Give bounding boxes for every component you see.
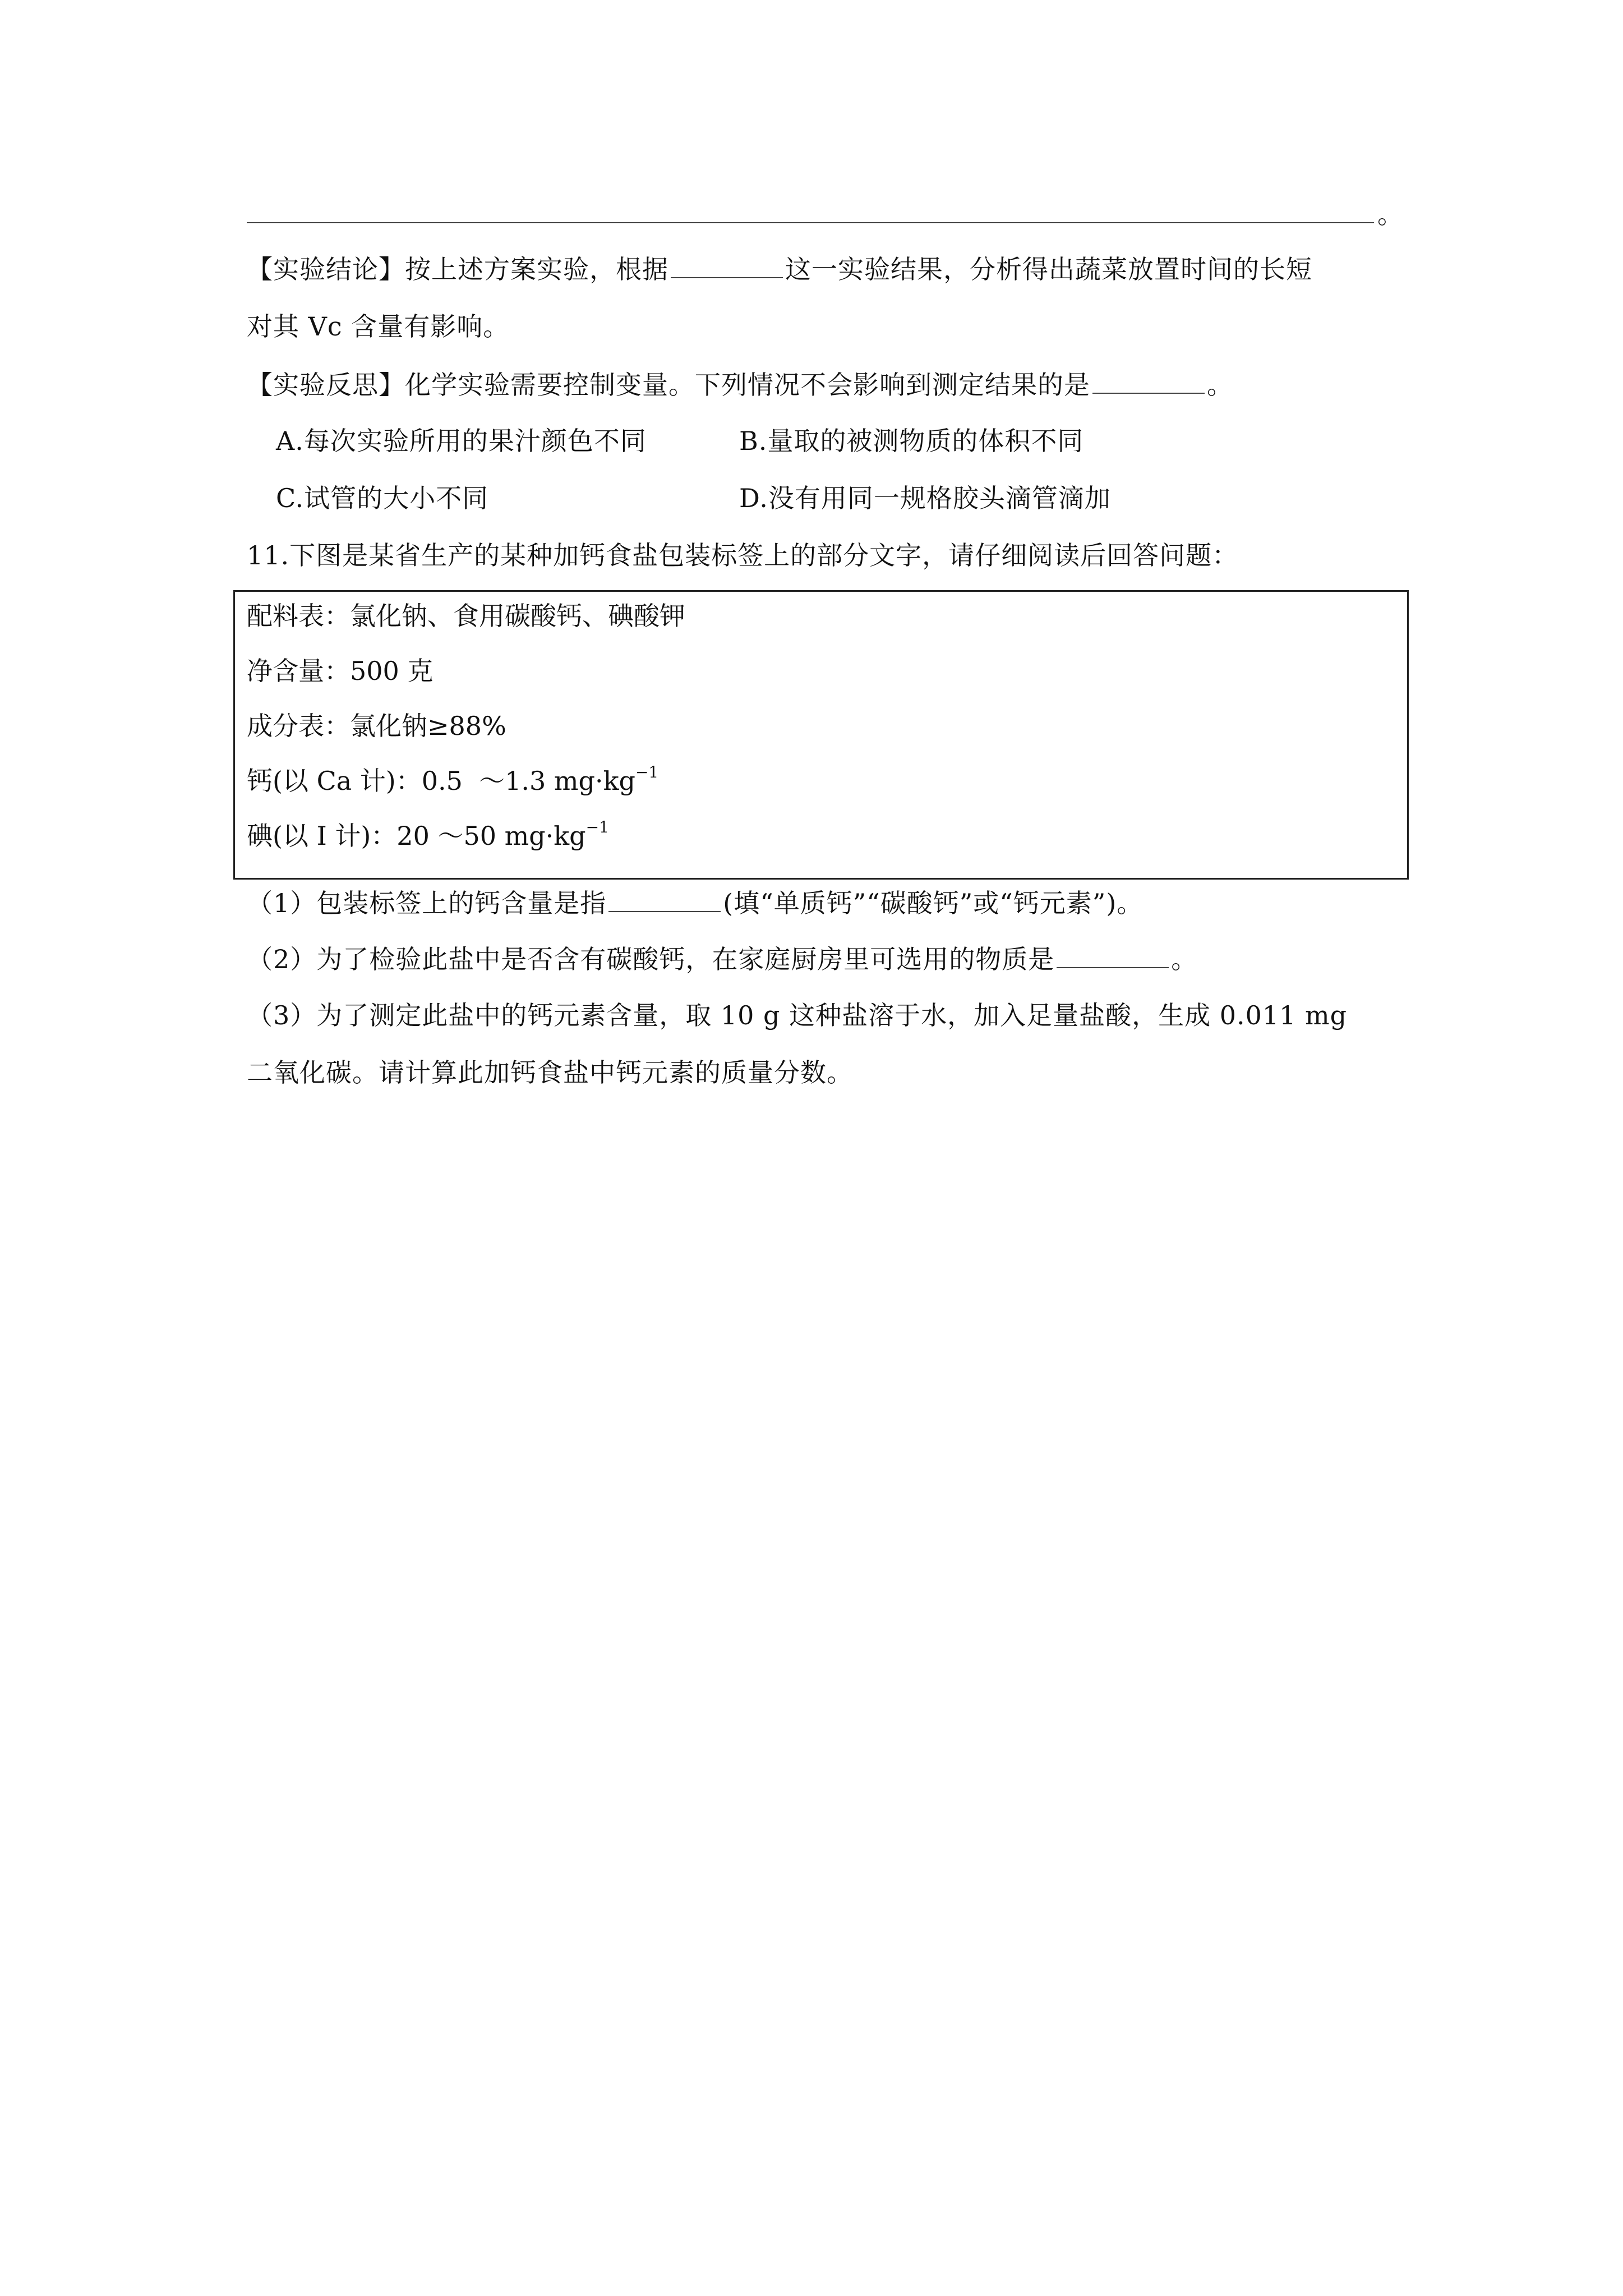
sub-question-3-line-2: 二氧化碳。请计算此加钙食盐中钙元素的质量分数。 (247, 1057, 853, 1088)
sub-question-1-blank[interactable] (608, 885, 721, 912)
label-calcium (247, 764, 658, 798)
sub-question-3-line-1: （3）为了测定此盐中的钙元素含量，取 10 g 这种盐溶于水，加入足量盐酸，生成 0.011 mg (247, 1000, 1348, 1030)
conclusion-line-2: 对其 Vc 含量有影响。 (247, 311, 510, 342)
conclusion-text-after: 这一实验结果，分析得出蔬菜放置时间的长短 (785, 254, 1312, 284)
label-calcium-exponent: −1 (635, 763, 659, 781)
sub-question-2-before: （2）为了检验此盐中是否含有碳酸钙，在家庭厨房里可选用的物质是 (247, 944, 1055, 974)
conclusion-blank[interactable] (671, 251, 783, 278)
conclusion-label: 【实验结论】 (247, 254, 405, 284)
option-a: A.每次实验所用的果汁颜色不同 (276, 426, 647, 456)
question-11-intro: 11.下图是某省生产的某种加钙食盐包装标签上的部分文字，请仔细阅读后回答问题： (247, 540, 1239, 570)
reflection-period: 。 (1207, 370, 1233, 400)
option-c: C.试管的大小不同 (276, 483, 489, 513)
label-composition: 成分表：氯化钠≥88% (247, 711, 506, 741)
sub-question-1 (247, 885, 1143, 920)
reflection-line (247, 367, 1233, 402)
label-calcium-text: 钙(以 Ca 计)：0.5 ～1.3 mg·kg (247, 766, 635, 796)
answer-line-period: 。 (1377, 199, 1403, 229)
sub-question-1-before: （1）包装标签上的钙含量是指 (247, 888, 607, 918)
label-iodine-exponent: −1 (585, 818, 609, 836)
label-iodine (247, 819, 609, 853)
conclusion-text-before: 按上述方案实验，根据 (405, 254, 668, 284)
sub-question-1-after: (填“单质钙”“碳酸钙”或“钙元素”)。 (723, 888, 1144, 918)
label-ingredients: 配料表：氯化钠、食用碳酸钙、碘酸钾 (247, 601, 685, 631)
conclusion-line-1 (247, 251, 1312, 286)
sub-question-2 (247, 941, 1197, 976)
option-b: B.量取的被测物质的体积不同 (739, 426, 1084, 456)
answer-line (247, 222, 1374, 223)
sub-question-2-after: 。 (1171, 944, 1198, 974)
reflection-blank[interactable] (1092, 367, 1205, 394)
label-iodine-text: 碘(以 I 计)：20 ～50 mg·kg (247, 821, 586, 851)
label-net-content: 净含量：500 克 (247, 656, 434, 686)
reflection-text: 化学实验需要控制变量。下列情况不会影响到测定结果的是 (405, 370, 1090, 400)
sub-question-2-blank[interactable] (1057, 941, 1169, 968)
option-d: D.没有用同一规格胶头滴管滴加 (739, 483, 1111, 513)
reflection-label: 【实验反思】 (247, 370, 405, 400)
